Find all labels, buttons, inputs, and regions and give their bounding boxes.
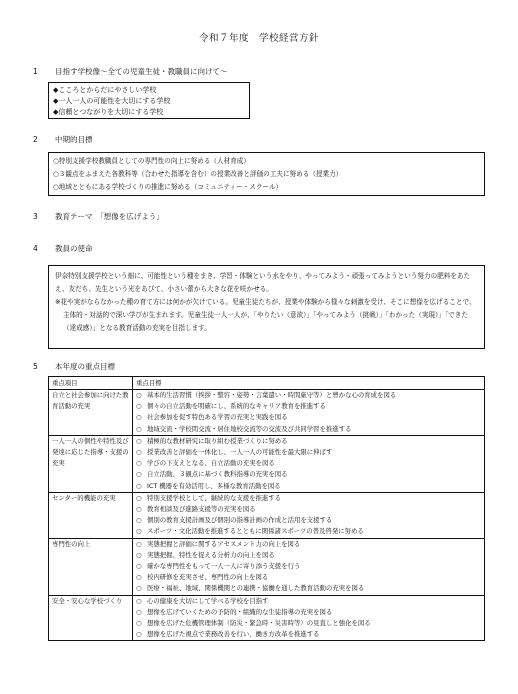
priority-goal-list: [133, 435, 485, 492]
circle-bullet-icon: ○: [136, 448, 142, 457]
section-number: 5: [33, 362, 38, 371]
circle-bullet-icon: ○: [136, 436, 142, 445]
circle-bullet-icon: ○: [136, 459, 142, 468]
priority-goal-item: [136, 458, 481, 469]
goal-text: 特別支援学校として、継続的な支援を推進する: [147, 493, 282, 502]
priority-goal-item: [136, 436, 481, 447]
section-4-heading: [33, 244, 93, 254]
goal-text: 想像を広げた視点で業務改善を行い、働き方改革を推進する: [147, 630, 320, 639]
mission-paragraph: 伊奈特別支援学校という畑に、可能性という種をまき、学習・体験という水をやり、やってみよう・頑張ってみようという努力の肥料をあたえ、友だち、先生という光をあびて、小さい蕾から大きな花を咲かせる。: [55, 272, 471, 293]
priority-goal-item: [136, 412, 481, 423]
goal-text: 教育相談及び進路支援等の充実を図る: [147, 505, 256, 514]
priority-goal-item: [136, 572, 481, 583]
priority-goal-list: [133, 390, 485, 436]
goal-item: ○特別支援学校教職員としての専門性の向上に努める（人材育成）: [53, 157, 250, 165]
header-priority-goal: 重点目標: [133, 377, 485, 390]
goal-item: ○３観点をふまえた各教科等（合わせた指導を含む）の授業改善と評価の工夫に努める（授業力）: [53, 170, 343, 178]
circle-bullet-icon: ○: [136, 391, 142, 399]
circle-bullet-icon: ○: [136, 630, 142, 639]
goal-text: 心の健康を大切にして学べる学校を目指す: [147, 596, 269, 605]
teacher-mission-box: [48, 265, 485, 349]
circle-bullet-icon: ○: [136, 584, 142, 593]
goal-text: 医療・福祉、地域、関係機関との連携・協働を通した教育活動の充実を図る: [147, 584, 365, 593]
table-row: [49, 595, 485, 641]
table-body: [49, 390, 485, 641]
header-priority-item: 重点項目: [49, 377, 133, 390]
vision-item: ◆一人一人の可能性を大切にする学校: [53, 97, 171, 105]
priority-goal-item: [136, 629, 481, 640]
priority-goal-item: [136, 481, 481, 492]
priority-category: 自立と社会参加に向けた教育活動の充実: [49, 390, 133, 436]
priority-category: センター的機能の充実: [49, 492, 133, 538]
school-vision-box: [48, 82, 250, 119]
priority-goal-item: [136, 550, 481, 561]
goal-text: 実態把握と評価に関するアセスメント力の向上を図る: [147, 539, 301, 548]
circle-bullet-icon: ○: [136, 596, 142, 605]
goal-text: 基本的生活習慣（挨拶・整容・姿勢・言葉遣い・時間厳守等）と豊かな心の育成を図る: [147, 391, 397, 399]
priority-goal-item: [136, 447, 481, 458]
priority-goal-item: [136, 515, 481, 526]
circle-bullet-icon: ○: [136, 527, 142, 536]
priority-goal-item: [136, 526, 481, 537]
mid-term-goals-box: [48, 152, 485, 196]
circle-bullet-icon: ○: [136, 505, 142, 514]
vision-item: ◆こころとからだにやさしい学校: [53, 86, 157, 94]
circle-bullet-icon: ○: [136, 550, 142, 559]
circle-bullet-icon: ○: [136, 470, 142, 479]
section-number: 2: [33, 135, 38, 144]
priority-goal-item: [136, 401, 481, 412]
goal-text: 実態把握、特性を捉える分析力の向上を図る: [147, 550, 275, 559]
table-row: [49, 492, 485, 538]
circle-bullet-icon: ○: [136, 424, 142, 433]
circle-bullet-icon: ○: [136, 481, 142, 490]
section-title: 目指す学校像〜全ての児童生徒・教職員に向けて〜: [55, 67, 228, 76]
priority-category: 一人一人の個性や特性及び発達に応じた指導・支援の充実: [49, 435, 133, 492]
circle-bullet-icon: ○: [136, 516, 142, 525]
section-number: 4: [33, 244, 38, 253]
section-1-heading: [33, 67, 228, 77]
section-title: 教員の使命: [55, 244, 93, 253]
section-title: 中期的目標: [55, 135, 93, 144]
priority-goal-item: [136, 596, 481, 607]
goal-text: 個々の自立活動を明確にし、系統的なキャリア教育を推進する: [147, 402, 326, 411]
vision-item: ◆信頼とつながりを大切にする学校: [53, 108, 164, 116]
table-row: [49, 538, 485, 595]
section-2-heading: [33, 135, 93, 145]
priority-goal-item: [136, 539, 481, 550]
goal-text: 自立活動、３観点に基づく教科指導の充実を図る: [147, 470, 288, 479]
circle-bullet-icon: ○: [136, 573, 142, 582]
priority-goal-item: [136, 561, 481, 572]
priority-goal-item: [136, 424, 481, 435]
circle-bullet-icon: ○: [136, 562, 142, 571]
circle-bullet-icon: ○: [136, 493, 142, 502]
priority-goal-item: [136, 607, 481, 618]
section-title: 教育テーマ 「想像を広げよう」: [55, 212, 164, 221]
priority-goal-item: [136, 390, 481, 401]
goal-text: 個別の教育支援計画及び個別の指導計画の作成と活用を支援する: [147, 516, 333, 525]
goal-text: ICT 機器を有効活用し、多様な教育活動を図る: [147, 481, 281, 490]
goal-text: 校内研修を充実させ、専門性の向上を図る: [147, 573, 269, 582]
goal-text: 確かな専門性をもって一人一人に寄り添う支援を行う: [147, 562, 301, 571]
section-title: 本年度の重点目標: [55, 362, 115, 371]
circle-bullet-icon: ○: [136, 607, 142, 616]
goal-text: 社会参加を促す特色ある学習の充実と実践を図る: [147, 413, 288, 422]
table-header-row: [49, 377, 485, 390]
goal-text: 積極的な教材研究に取り組む授業づくりに努める: [147, 436, 288, 445]
priority-goal-item: [136, 493, 481, 504]
goal-text: スポーツ・文化活動を推進するとともに関係諸スポーツの普及啓発に努める: [147, 527, 364, 536]
priority-goal-item: [136, 583, 481, 594]
priority-goal-list: [133, 492, 485, 538]
goal-text: 地域交流・学校間交流・居住地校交流等の交流及び共同学習を推進する: [147, 424, 352, 433]
document-title: 令和７年度 学校経営方針: [198, 33, 319, 44]
goal-text: 学びの下支えとなる、自立活動の充実を図る: [147, 459, 275, 468]
section-number: 3: [33, 212, 38, 221]
circle-bullet-icon: ○: [136, 619, 142, 628]
priority-goal-item: [136, 469, 481, 480]
section-5-heading: [33, 362, 115, 372]
section-3-heading: [33, 212, 164, 222]
circle-bullet-icon: ○: [136, 402, 142, 411]
table-row: [49, 435, 485, 492]
circle-bullet-icon: ○: [136, 539, 142, 548]
priority-goal-item: [136, 618, 481, 629]
mission-note: ※花や実がならなかった種の育て方には何かが欠けている。児童生徒たちが、授業や体験から様々な刺激を受け、そこに想像を広げることで、主体的・対話的で深い学びが生まれます。児童生徒一人一人が、「やりたい（意欲）」「やってみよう（挑戦）」「わかった（実現）」「できた（達成感）」となる教育活動の充実を目指します。: [55, 298, 476, 332]
priority-category: 専門性の向上: [49, 538, 133, 595]
circle-bullet-icon: ○: [136, 413, 142, 422]
priority-goal-item: [136, 504, 481, 515]
priority-goal-list: [133, 538, 485, 595]
goal-text: 授業改善と評価を一体化し、一人一人の可能性を最大限に伸ばす: [147, 448, 333, 457]
goal-text: 想像を広げた危機管理体制（防災・緊急時・災害時等）の見直しと強化を図る: [147, 619, 371, 628]
goal-text: 想像を広げていくための予防的・組織的な生徒指導の充実を図る: [147, 607, 333, 616]
priority-goal-list: [133, 595, 485, 641]
goal-item: ○地域とともにある学校づくりの推進に努める（コミュニティー・スクール）: [53, 183, 283, 191]
table-row: [49, 390, 485, 436]
section-number: 1: [33, 67, 38, 76]
priority-category: 安全・安心な学校づくり: [49, 595, 133, 641]
priority-goals-table: [48, 376, 485, 641]
